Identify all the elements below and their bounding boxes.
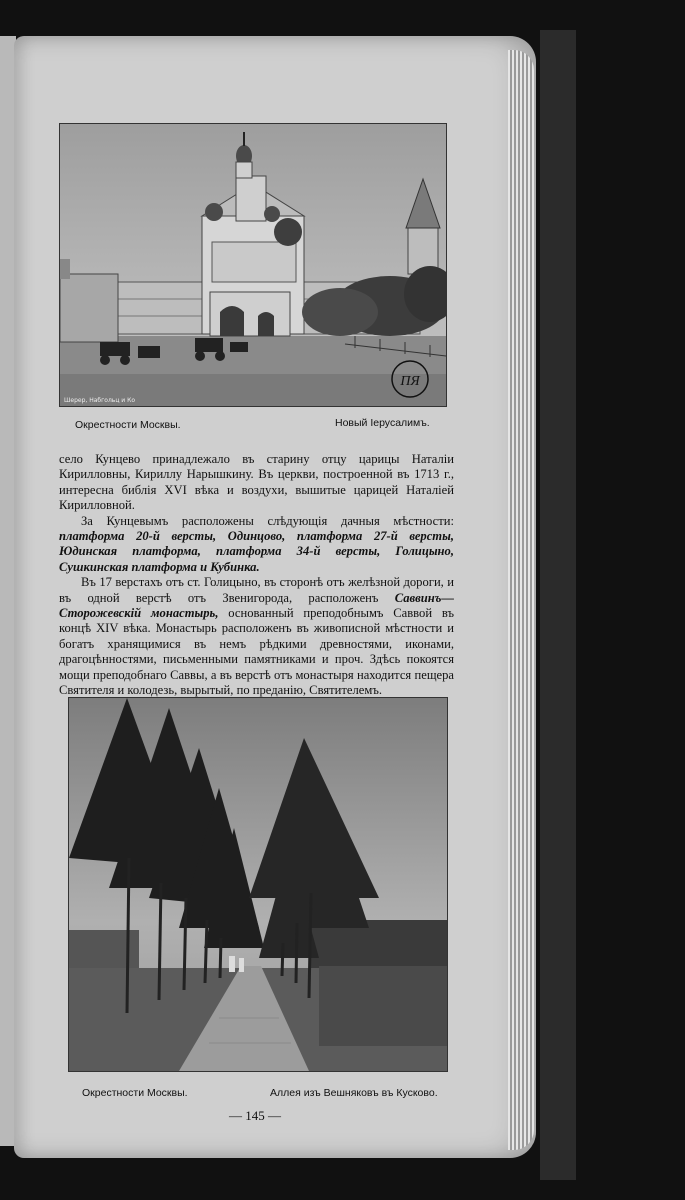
figure-2-caption-right: Аллея изъ Вешняковъ въ Кусково. bbox=[270, 1087, 438, 1099]
figure-1-caption-left: Окрестности Москвы. bbox=[75, 419, 181, 431]
dacha-intro: За Кунцевымъ расположены слѣдующія дачныя мѣстности: bbox=[81, 513, 454, 528]
paragraph-monastery bbox=[59, 575, 454, 698]
monastery-intro: Въ 17 верстахъ отъ ст. Голицыно, въ сторонѣ отъ желѣзной дороги, и въ одной верстѣ отъ Звенигорода, расположенъ bbox=[59, 575, 454, 605]
photo-veshnyaki-alley-graphic bbox=[69, 698, 447, 1071]
paragraph-dacha-places bbox=[59, 514, 454, 576]
figure-2-caption-left: Окрестности Москвы. bbox=[82, 1087, 188, 1099]
photo-signature: Шерер, Набгольц и Ко bbox=[64, 397, 136, 404]
monastery-name: Саввинъ—Сторожевскій монастырь, bbox=[59, 590, 454, 621]
photo-veshnyaki-alley bbox=[68, 697, 448, 1072]
article-body bbox=[59, 452, 454, 699]
dacha-list: платформа 20-й версты, Одинцово, платформа 27-й версты, Юдинская платформа, платформа 34-й версты, Голицыно, Сушкинская платформа и Кубинка. bbox=[59, 529, 454, 574]
page-number: — 145 — bbox=[229, 1108, 281, 1123]
publisher-stamp-text: ПЯ bbox=[400, 374, 420, 389]
page-stack-edges bbox=[508, 50, 534, 1150]
monastery-description: основанный преподобнымъ Саввой въ концѣ XIV вѣка. Монастырь расположенъ въ живописной мѣстности и богатъ хранящимися въ немъ рѣдкими древностями, иконами, драгоцѣнностями, письменными памятниками и проч. Здѣсь покоятся мощи преподобнаго Саввы, а въ верстѣ отъ монастыря находится пещера Святителя и колодезь, вырытый, по преданію, Святителемъ. bbox=[59, 606, 454, 698]
paragraph-kuntsevo: село Кунцево принадлежало въ старину отцу царицы Наталіи Кирилловны, Кириллу Нарышкину. Въ церкви, построенной въ 1713 г., интересна библія XVI вѣка и воздухи, вышитые царицей Наталіей Кирилловной. bbox=[59, 452, 454, 513]
photo-new-jerusalem bbox=[59, 123, 447, 407]
book-cover-edge bbox=[540, 30, 576, 1180]
photo-new-jerusalem-graphic bbox=[60, 124, 446, 406]
figure-1-caption-right: Новый Іерусалимъ. bbox=[335, 417, 430, 429]
